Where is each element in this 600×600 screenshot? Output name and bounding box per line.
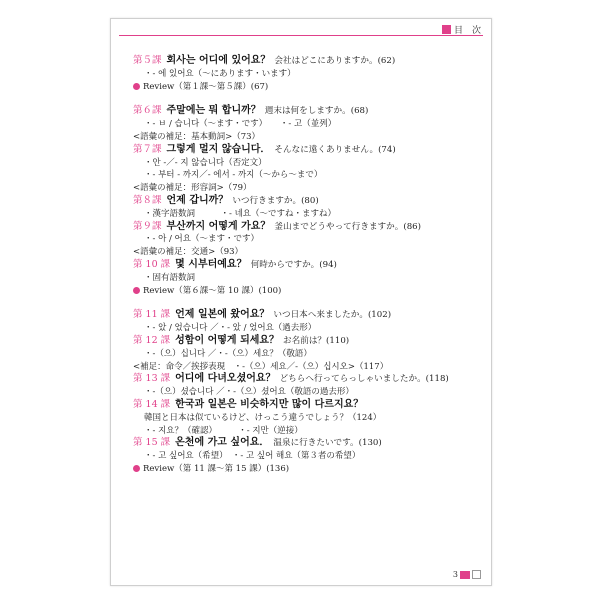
toc-review (133, 81, 483, 94)
lesson-title-japanese: 週末は何をしますか。 (264, 106, 351, 117)
toc-subitem: ・-（으）십니다 ／・-（으）세요？（敬語） (144, 348, 312, 359)
review-bullet-icon (133, 287, 140, 294)
lesson-title-japanese: どちらへ行ってらっしゃいましたか。 (279, 374, 426, 385)
toc-note: <補足：命令／挨拶表現 ・-（으）세요／-（으）십시오>（117） (133, 361, 389, 372)
toc-lesson (133, 335, 483, 348)
lesson-page-number: (102) (367, 310, 392, 321)
lesson-number: 第５課 (133, 55, 162, 66)
lesson-number: 第８課 (133, 194, 162, 206)
document-page (110, 18, 492, 586)
toc-subitem: ・- 았 / 었습니다 ／・- 았 / 었어요（過去形） (144, 323, 317, 334)
lesson-title-korean: 부산까지 어떻게 가요？ (166, 220, 271, 232)
toc-subitem: ・漢字語数詞 ・- 네요（〜ですね・ますね） (144, 208, 336, 219)
lesson-number: 第９課 (133, 220, 162, 232)
lesson-number: 第６課 (133, 105, 162, 117)
toc-subitem: ・- ㅂ / 습니다（〜ます・です） ・- 고（並列） (144, 119, 337, 130)
section-gap (133, 297, 483, 309)
toc-lesson (133, 195, 483, 208)
lesson-number: 第 12 課 (133, 334, 171, 346)
toc-lesson (133, 373, 483, 386)
toc-lesson (133, 437, 483, 450)
lesson-number: 第 10 課 (133, 258, 171, 270)
toc-subitem: ・안 -／- 지 않습니다（否定文） (144, 157, 267, 168)
toc-subitem: ・固有語数詞 (144, 272, 196, 283)
lesson-number: 第 15 課 (133, 437, 171, 449)
review-text: Review（第１課〜第５課）(67) (143, 81, 269, 92)
header-marker (442, 25, 451, 34)
footer-marker (460, 571, 470, 579)
lesson-number: 第 14 課 (133, 398, 171, 410)
lesson-title-korean: 그렇게 멀지 않습니다． (166, 143, 271, 155)
lesson-title-korean: 한국과 일본은 비슷하지만 많이 다르지요？ (175, 398, 364, 410)
review-text: Review（第 11 課〜第 15 課）(136) (143, 463, 290, 474)
toc-lesson (133, 55, 483, 68)
table-of-contents (133, 55, 483, 476)
lesson-title-korean: 언제 일본에 왔어요？ (175, 309, 270, 321)
lesson-page-number: (62) (377, 56, 396, 66)
lesson-page-number: (86) (403, 221, 421, 232)
lesson-title-japanese: 釜山までどうやって行きますか。 (274, 221, 404, 232)
lesson-title-korean: 몇 시부터예요？ (175, 258, 247, 270)
lesson-number: 第７課 (133, 143, 162, 155)
lesson-title-korean: 온천에 가고 싶어요． (175, 437, 270, 449)
header-title: 目 次 (453, 26, 481, 36)
toc-lesson (133, 399, 483, 412)
toc-review (133, 285, 483, 298)
lesson-title-japanese: いつ日本へ来ましたか。 (273, 310, 368, 321)
toc-subitem: ・- 에 있어요（〜にあります・います） (144, 68, 296, 79)
lesson-page-number: (130) (358, 438, 382, 449)
page-footer (453, 570, 481, 579)
toc-lesson (133, 221, 483, 234)
toc-review (133, 463, 483, 476)
lesson-number: 第 13 課 (133, 373, 171, 385)
lesson-title-korean: 성함이 어떻게 되세요？ (175, 334, 280, 346)
toc-subitem: 韓国と日本は似ているけど、けっこう違うでしょう？（124） (144, 412, 382, 423)
lesson-number: 第 11 課 (133, 309, 171, 321)
lesson-page-number: (74) (378, 144, 396, 155)
toc-note: <語彙の補足：形容詞>（79） (133, 183, 252, 194)
footer-box (472, 570, 481, 579)
toc-subitem: ・- 지요？（確認） ・- 지만（逆接） (144, 425, 303, 436)
lesson-page-number: (118) (425, 374, 449, 385)
toc-lesson (133, 259, 483, 272)
lesson-page-number: (80) (301, 195, 319, 206)
toc-lesson (133, 105, 483, 118)
lesson-title-japanese: 会社はどこにありますか。 (274, 56, 378, 66)
lesson-title-japanese: 温泉に行きたいです。 (273, 438, 359, 449)
lesson-title-korean: 회사는 어디에 있어요？ (166, 55, 271, 66)
lesson-page-number: (68) (350, 106, 369, 117)
lesson-title-japanese: 何時からですか。 (250, 259, 320, 270)
review-text: Review（第６課〜第 10 課）(100) (143, 285, 282, 296)
toc-subitem: ・-（으）셨습니다 ／・-（으）셨어요（敬語の過去形） (144, 387, 354, 398)
toc-subitem: ・- 아 / 어요（〜ます・です） (144, 234, 259, 245)
toc-subitem: ・- 부터 - 까지／- 에서 - 까지（〜から〜まで） (144, 170, 323, 181)
lesson-title-japanese: そんなに遠くありません。 (274, 144, 379, 155)
toc-note: <語彙の補足：基本動詞>（73） (133, 131, 261, 142)
lesson-page-number: (110) (326, 335, 350, 346)
toc-subitem: ・- 고 싶어요（希望） ・- 고 싶어 해요（第３者の希望） (144, 451, 361, 462)
toc-note: <語彙の補足：交通>（93） (133, 247, 244, 258)
lesson-title-japanese: お名前は？ (283, 335, 327, 346)
review-bullet-icon (133, 465, 140, 472)
toc-lesson (133, 144, 483, 157)
page-number: 3 (452, 570, 458, 579)
review-bullet-icon (133, 83, 140, 90)
lesson-title-korean: 언제 갑니까？ (166, 194, 229, 206)
lesson-title-japanese: いつ行きますか。 (232, 195, 302, 206)
lesson-title-korean: 어디에 다녀오셨어요？ (175, 373, 276, 385)
toc-lesson (133, 309, 483, 322)
header-rule (119, 35, 483, 36)
lesson-title-korean: 주말에는 뭐 합니까？ (166, 105, 261, 117)
lesson-page-number: (94) (319, 259, 337, 270)
section-gap (133, 93, 483, 105)
